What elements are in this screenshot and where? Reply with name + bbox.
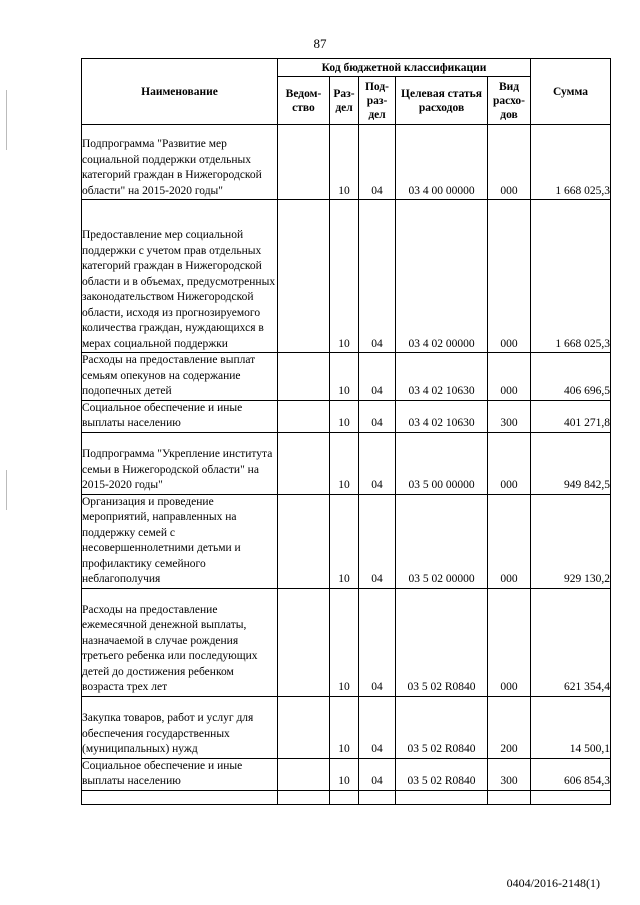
row-podrazdel: 04 — [359, 696, 396, 758]
row-razdel: 10 — [330, 494, 359, 588]
row-razdel: 10 — [330, 696, 359, 758]
row-name: Подпрограмма "Развитие мер социальной поддержки отдельных категорий граждан в Нижегородской области" на 2015-2020 годы" — [82, 125, 278, 200]
row-vedomstvo — [278, 588, 330, 696]
scan-edge-mark — [6, 470, 7, 510]
row-vedomstvo — [278, 400, 330, 432]
row-vr: 000 — [488, 588, 531, 696]
row-name: Расходы на предоставление ежемесячной денежной выплаты, назначаемой в случае рождения третьего ребенка или последующих детей до достижения ребенком возраста трех лет — [82, 588, 278, 696]
header-vedomstvo: Ведом-ство — [278, 77, 330, 125]
row-csr: 03 4 02 10630 — [396, 353, 488, 401]
table-row — [82, 758, 611, 790]
row-csr: 03 5 02 R0840 — [396, 696, 488, 758]
table-row — [82, 494, 611, 588]
row-name: Закупка товаров, работ и услуг для обеспечения государственных (муниципальных) нужд — [82, 696, 278, 758]
header-vid: Вид расхо-дов — [488, 77, 531, 125]
row-vr: 000 — [488, 432, 531, 494]
row-name: Расходы на предоставление выплат семьям опекунов на содержание подопечных детей — [82, 353, 278, 401]
row-name: Организация и проведение мероприятий, направленных на поддержку семей с несовершеннолетними детьми и профилактику семейного неблагополучия — [82, 494, 278, 588]
row-vr: 000 — [488, 353, 531, 401]
row-razdel: 10 — [330, 400, 359, 432]
row-vedomstvo — [278, 125, 330, 200]
row-razdel: 10 — [330, 432, 359, 494]
row-vr: 000 — [488, 125, 531, 200]
row-vedomstvo — [278, 494, 330, 588]
header-summa: Сумма — [531, 59, 611, 125]
row-sum: 1 668 025,3 — [531, 125, 611, 200]
row-vedomstvo — [278, 758, 330, 790]
table-row — [82, 696, 611, 758]
budget-table — [81, 58, 611, 805]
row-csr: 03 5 02 R0840 — [396, 758, 488, 790]
row-podrazdel: 04 — [359, 400, 396, 432]
row-podrazdel: 04 — [359, 353, 396, 401]
row-vr: 300 — [488, 758, 531, 790]
row-vr: 300 — [488, 400, 531, 432]
header-razdel: Раз-дел — [330, 77, 359, 125]
row-name: Предоставление мер социальной поддержки с учетом прав отдельных категорий граждан в Нижегородской области и в объемах, предусмотренных законодательством Нижегородской области, исходя из прогнозируемого количества граждан, нуждающихся в мерах социальной поддержки — [82, 200, 278, 353]
row-sum: 621 354,4 — [531, 588, 611, 696]
header-code-group: Код бюджетной классификации — [278, 59, 531, 77]
row-csr: 03 5 02 R0840 — [396, 588, 488, 696]
row-sum: 949 842,5 — [531, 432, 611, 494]
row-sum: 1 668 025,3 — [531, 200, 611, 353]
row-razdel: 10 — [330, 758, 359, 790]
table-row — [82, 200, 611, 353]
row-vr: 200 — [488, 696, 531, 758]
row-sum: 929 130,2 — [531, 494, 611, 588]
row-csr: 03 4 00 00000 — [396, 125, 488, 200]
row-vr: 000 — [488, 494, 531, 588]
row-razdel: 10 — [330, 200, 359, 353]
header-podrazdel: Под-раз-дел — [359, 77, 396, 125]
row-sum: 14 500,1 — [531, 696, 611, 758]
table-row — [82, 432, 611, 494]
row-sum: 401 271,8 — [531, 400, 611, 432]
row-podrazdel: 04 — [359, 432, 396, 494]
table-empty-row — [82, 790, 611, 804]
row-razdel: 10 — [330, 353, 359, 401]
header-name: Наименование — [82, 59, 278, 125]
row-podrazdel: 04 — [359, 588, 396, 696]
table-row — [82, 400, 611, 432]
row-podrazdel: 04 — [359, 758, 396, 790]
page-number: 87 — [313, 36, 327, 51]
row-csr: 03 5 00 00000 — [396, 432, 488, 494]
row-csr: 03 5 02 00000 — [396, 494, 488, 588]
row-vedomstvo — [278, 200, 330, 353]
header-celevaya: Целевая статья расходов — [396, 77, 488, 125]
row-vedomstvo — [278, 432, 330, 494]
row-vedomstvo — [278, 696, 330, 758]
table-row — [82, 353, 611, 401]
scan-edge-mark — [6, 90, 7, 150]
row-sum: 406 696,5 — [531, 353, 611, 401]
row-name: Социальное обеспечение и иные выплаты населению — [82, 400, 278, 432]
row-csr: 03 4 02 10630 — [396, 400, 488, 432]
table-row — [82, 588, 611, 696]
row-podrazdel: 04 — [359, 494, 396, 588]
document-code: 0404/2016-2148(1) — [506, 876, 600, 890]
row-name: Подпрограмма "Укрепление института семьи в Нижегородской области" на 2015-2020 годы" — [82, 432, 278, 494]
row-podrazdel: 04 — [359, 125, 396, 200]
table-row — [82, 125, 611, 200]
row-podrazdel: 04 — [359, 200, 396, 353]
row-vr: 000 — [488, 200, 531, 353]
row-sum: 606 854,3 — [531, 758, 611, 790]
row-razdel: 10 — [330, 125, 359, 200]
row-razdel: 10 — [330, 588, 359, 696]
row-name: Социальное обеспечение и иные выплаты населению — [82, 758, 278, 790]
row-vedomstvo — [278, 353, 330, 401]
row-csr: 03 4 02 00000 — [396, 200, 488, 353]
